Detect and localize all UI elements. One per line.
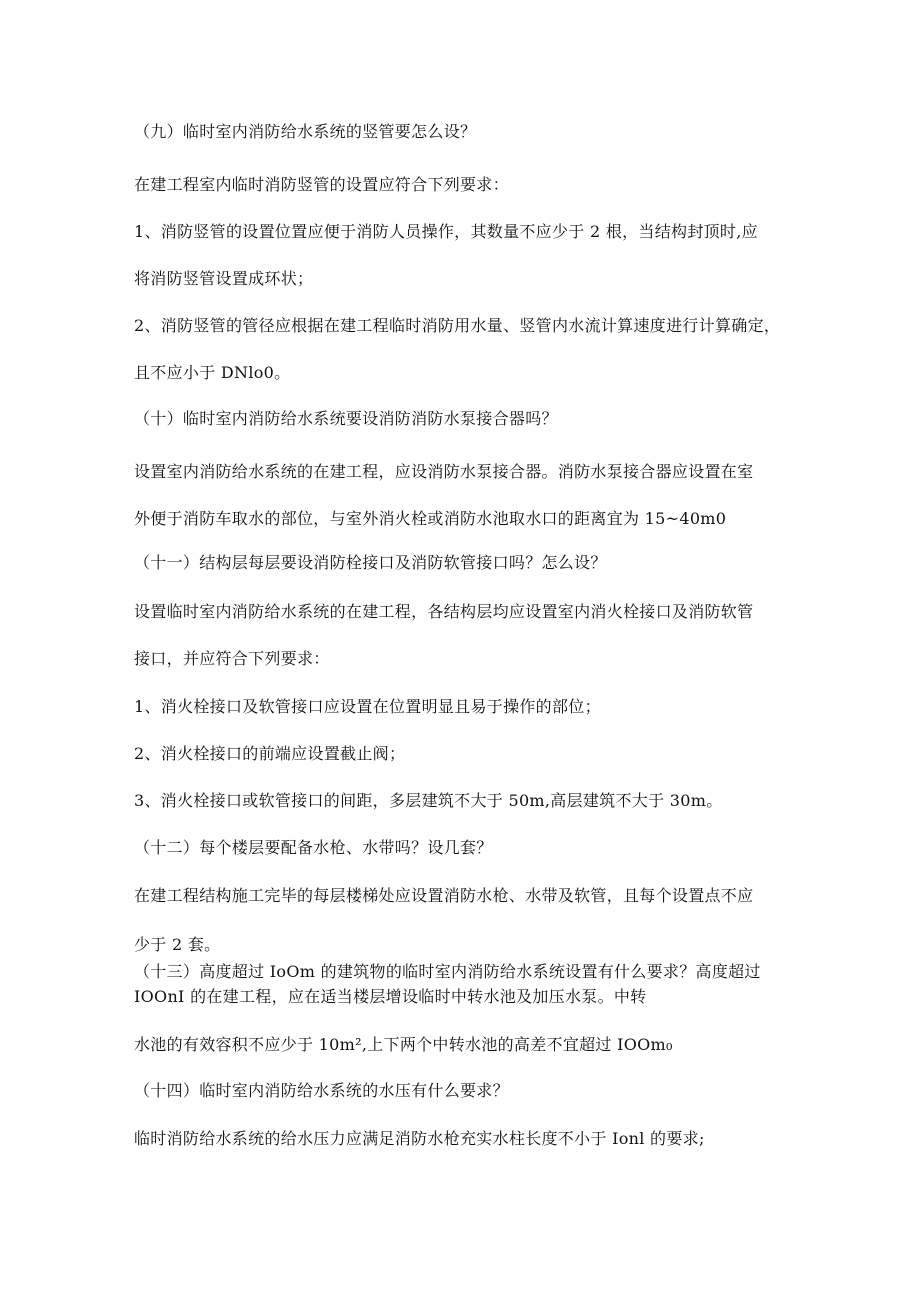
heading-q9: （九）临时室内消防给水系统的竖管要怎么设？ (134, 122, 477, 141)
paragraph-line: 将消防竖管设置成环状； (134, 269, 314, 288)
paragraph-line: 在建工程结构施工完毕的每层楼梯处应设置消防水枪、水带及软管，且每个设置点不应 (134, 886, 754, 905)
paragraph-line: 1、消火栓接口及软管接口应设置在位置明显且易于操作的部位； (134, 697, 601, 716)
paragraph-line: 1、消防竖管的设置位置应便于消防人员操作，其数量不应少于 2 根，当结构封顶时,应 (134, 222, 758, 241)
paragraph-line: 且不应小于 DNlo0。 (134, 363, 291, 382)
paragraph-line: 设置室内消防给水系统的在建工程，应设消防水泵接合器。消防水泵接合器应设置在室 (134, 462, 754, 481)
paragraph-line: IOOnI 的在建工程，应在适当楼层增设临时中转水池及加压水泵。中转 (134, 987, 647, 1006)
paragraph-line: 外便于消防车取水的部位，与室外消火栓或消防水池取水口的距离宜为 15~40m0 (134, 509, 727, 528)
paragraph-line: 3、消火栓接口或软管接口的间距，多层建筑不大于 50m,高层建筑不大于 30m。 (134, 791, 723, 810)
heading-q13: （十三）高度超过 IoOm 的建筑物的临时室内消防给水系统设置有什么要求？高度超过 (134, 962, 761, 981)
heading-q11: （十一）结构层每层要设消防栓接口及消防软管接口吗？怎么设？ (134, 553, 607, 572)
heading-q14: （十四）临时室内消防给水系统的水压有什么要求？ (134, 1081, 509, 1100)
paragraph-line: 在建工程室内临时消防竖管的设置应符合下列要求： (134, 175, 509, 194)
paragraph-line: 接口，并应符合下列要求： (134, 649, 330, 668)
paragraph-line: 少于 2 套。 (134, 935, 221, 954)
paragraph-line: 设置临时室内消防给水系统的在建工程，各结构层均应设置室内消火栓接口及消防软管 (134, 602, 754, 621)
paragraph-line: 2、消防竖管的管径应根据在建工程临时消防用水量、竖管内水流计算速度进行计算确定， (134, 316, 781, 335)
heading-q10: （十）临时室内消防给水系统要设消防消防水泵接合器吗？ (134, 409, 558, 428)
heading-q12: （十二）每个楼层要配备水枪、水带吗？设几套？ (134, 838, 493, 857)
paragraph-line: 2、消火栓接口的前端应设置截止阀； (134, 744, 406, 763)
paragraph-line: 水池的有效容积不应少于 10m²,上下两个中转水池的高差不宜超过 IOOm₀ (134, 1035, 673, 1054)
paragraph-line: 临时消防给水系统的给水压力应满足消防水枪充实水柱长度不小于 Ionl 的要求; (134, 1129, 705, 1148)
